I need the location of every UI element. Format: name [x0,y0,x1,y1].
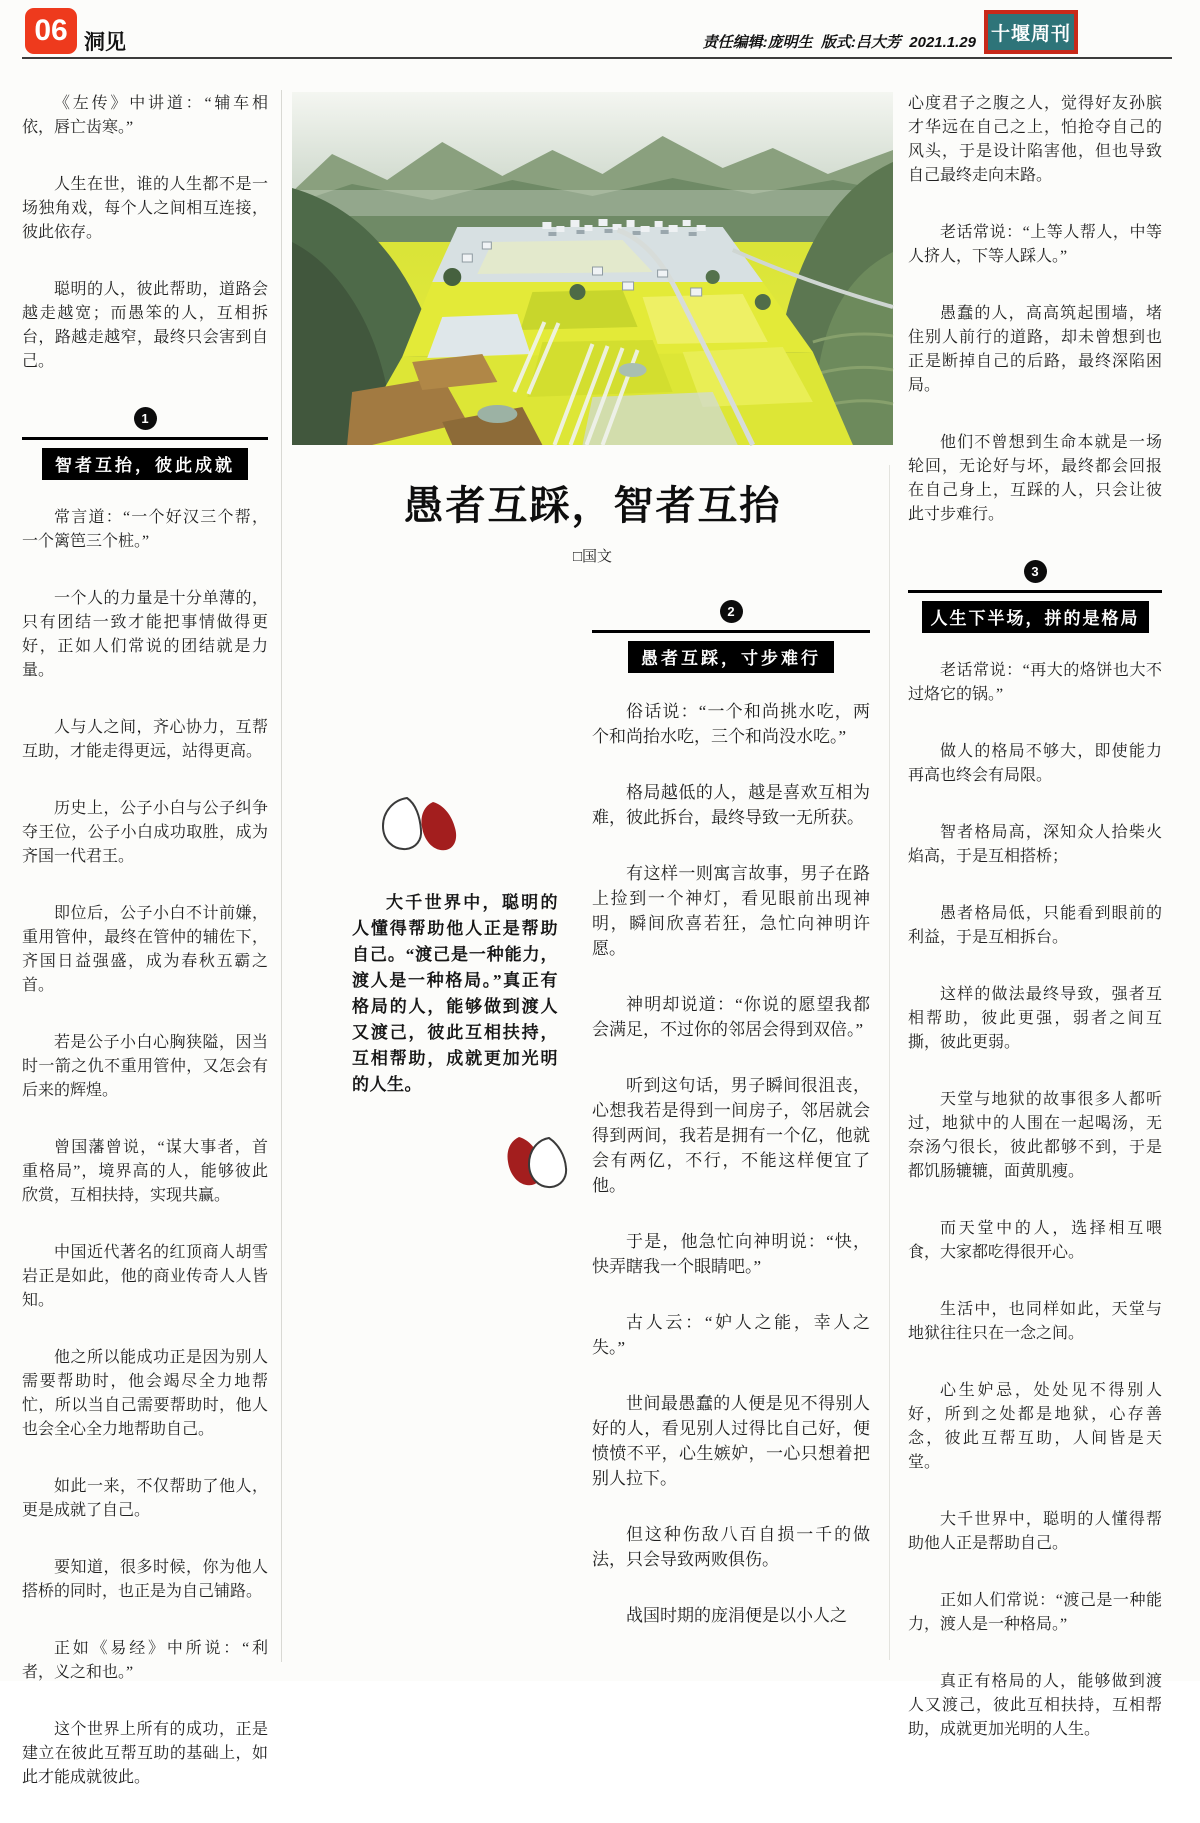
section-2-paragraphs [592,699,870,1628]
paragraph: 于是，他急忙向神明说：“快，快弄瞎我一个眼睛吧。” [592,1232,870,1276]
paragraph: 愚者格局低，只能看到眼前的利益，于是互相拆台。 [908,905,1162,946]
paragraph: 若是公子小白心胸狭隘，因当时一箭之仇不重用管仲，又怎会有后来的辉煌。 [22,1034,268,1099]
section-rule [592,630,870,633]
paragraph: 但这种伤敌八百自损一千的做法，只会导致两败俱伤。 [592,1525,870,1569]
paragraph: 聪明的人，彼此帮助，道路会越走越宽；而愚笨的人，互相拆台，路越走越窄，最终只会害到自己。 [22,281,268,370]
left-column [22,92,268,1823]
paragraph: 一个人的力量是十分单薄的，只有团结一致才能把事情做得更好，正如人们常说的团结就是力量。 [22,590,268,679]
paragraph: 世间最愚蠢的人便是见不得别人好的人，看见别人过得比自己好，便愤愤不平，心生嫉妒，一心只想着把别人拉下。 [592,1394,870,1488]
masthead-logo: 十堰周刊 [984,10,1078,54]
paragraph: 人与人之间，齐心协力，互帮互助，才能走得更远，站得更高。 [22,719,268,760]
pull-quote-text: 大千世界中，聪明的人懂得帮助他人正是帮助自己。“渡己是一种能力，渡人是一种格局。”真正有格局的人，能够做到渡人又渡己，彼此互相扶持，互相帮助，成就更加光明的人生。 [352,893,558,1094]
section-heading: 愚者互踩，寸步难行 [628,641,834,673]
paragraph: 真正有格局的人，能够做到渡人又渡己，彼此互相扶持，互相帮助，成就更加光明的人生。 [908,1673,1162,1738]
paragraph: 这个世界上所有的成功，正是建立在彼此互帮互助的基础上，如此才能成就彼此。 [22,1721,268,1786]
paragraph: 做人的格局不够大，即使能力再高也终会有局限。 [908,743,1162,784]
section-number-badge: 2 [720,600,743,623]
paragraph: 愚蠢的人，高高筑起围墙，堵住别人前行的道路，却未曾想到也正是断掉自己的后路，最终深陷困局。 [908,305,1162,394]
paragraph: 大千世界中，聪明的人懂得帮助他人正是帮助自己。 [908,1511,1162,1552]
section-rule [908,590,1162,593]
paragraph: 历史上，公子小白与公子纠争夺王位，公子小白成功取胜，成为齐国一代君王。 [22,800,268,865]
paragraph: 人生在世，谁的人生都不是一场独角戏，每个人之间相互连接，彼此依存。 [22,176,268,241]
paragraph: 要知道，很多时候，你为他人搭桥的同时，也正是为自己铺路。 [22,1559,268,1600]
aerial-rapeseed-fields-illustration [292,92,893,445]
section-number-badge: 3 [1024,560,1047,583]
open-quote-icon [380,795,558,858]
paragraph: 这样的做法最终导致，强者互相帮助，彼此更强，弱者之间互撕，彼此更弱。 [908,986,1162,1051]
intro-paragraphs [22,92,268,374]
section-1-paragraphs [22,506,268,1790]
editor-credit-line: 责任编辑:庞明生 版式:吕大芳 2021.1.29 [702,34,976,51]
right-column [908,92,1162,1775]
article-author: □国文 [572,549,613,565]
pull-quote [352,795,558,1197]
section-2-continued-paragraphs [908,221,1162,527]
header-rule [22,57,1172,59]
paragraph: 古人云：“妒人之能，幸人之失。” [592,1313,870,1357]
paragraph: 中国近代著名的红顶商人胡雪岩正是如此，他的商业传奇人人皆知。 [22,1244,268,1309]
paragraph: 天堂与地狱的故事很多人都听过，地狱中的人围在一起喝汤，无奈汤勺很长，彼此都够不到，于是都饥肠辘辘，面黄肌瘦。 [908,1091,1162,1180]
paragraph: 心生妒忌，处处见不得别人好，所到之处都是地狱，心存善念，彼此互帮互助，人间皆是天堂。 [908,1382,1162,1471]
paragraph: 正如人们常说：“渡己是一种能力，渡人是一种格局。” [908,1592,1162,1633]
section-marker-3 [908,560,1162,633]
section-heading: 人生下半场，拼的是格局 [922,601,1149,633]
paragraph: 《左传》中讲道：“辅车相依，唇亡齿寒。” [22,95,268,136]
article-photo [292,92,893,445]
paragraph: 他之所以能成功正是因为别人需要帮助时，他会竭尽全力地帮忙，所以当自己需要帮助时，他人也会全心全力地帮助自己。 [22,1349,268,1438]
page-number-badge: 06 [25,8,77,54]
paragraph: 他们不曾想到生命本就是一场轮回，无论好与坏，最终都会回报在自己身上，互踩的人，只会让彼此寸步难行。 [908,434,1162,523]
paragraph: 智者格局高，深知众人拾柴火焰高，于是互相搭桥； [908,824,1162,865]
continued-paragraph: 心度君子之腹之人，觉得好友孙膑才华远在自己之上，怕抢夺自己的风头，于是设计陷害他，但也导致自己最终走向末路。 [908,95,1162,184]
paragraph: 神明却说道：“你说的愿望我都会满足，不过你的邻居会得到双倍。” [592,995,870,1039]
article-title: 愚者互踩，智者互抬 [403,483,782,528]
paragraph: 生活中，也同样如此，天堂与地狱往往只在一念之间。 [908,1301,1162,1342]
paragraph: 即位后，公子小白不计前嫌，重用管仲，最终在管仲的辅佐下，齐国日益强盛，成为春秋五霸之首。 [22,905,268,994]
section-rule [22,437,268,440]
paragraph: 如此一来，不仅帮助了他人，更是成就了自己。 [22,1478,268,1519]
page-section-name: 洞见 [84,31,126,54]
paragraph: 老话常说：“上等人帮人，中等人挤人，下等人踩人。” [908,224,1162,265]
paragraph: 有这样一则寓言故事，男子在路上捡到一个神灯，看见眼前出现神明，瞬间欣喜若狂，急忙向神明许愿。 [592,864,870,958]
title-block [292,474,893,566]
column-divider-left [281,90,282,1662]
paragraph: 战国时期的庞涓便是以小人之 [626,1606,847,1625]
paragraph: 正如《易经》中所说：“利者，义之和也。” [22,1640,268,1681]
close-quote-icon [494,1134,558,1197]
section-number-badge: 1 [134,407,157,430]
section-marker-2 [592,600,870,673]
paragraph: 常言道：“一个好汉三个帮，一个篱笆三个桩。” [22,509,268,550]
paragraph: 老话常说：“再大的烙饼也大不过烙它的锅。” [908,662,1162,703]
paragraph: 俗话说：“一个和尚挑水吃，两个和尚抬水吃，三个和尚没水吃。” [592,702,870,746]
paragraph: 格局越低的人，越是喜欢互相为难，彼此拆台，最终导致一无所获。 [592,783,870,827]
section-marker-1 [22,407,268,480]
column-divider-right [889,465,890,1660]
paragraph: 听到这句话，男子瞬间很沮丧，心想我若是得到一间房子，邻居就会得到两间，我若是拥有一个亿，他就会有两亿，不行，不能这样便宜了他。 [592,1076,870,1195]
section-heading: 智者互抬，彼此成就 [42,448,248,480]
paragraph: 而天堂中的人，选择相互喂食，大家都吃得很开心。 [908,1220,1162,1261]
middle-column [592,598,870,1659]
section-3-paragraphs [908,659,1162,1742]
paragraph: 曾国藩曾说，“谋大事者，首重格局”，境界高的人，能够彼此欣赏，互相扶持，实现共赢。 [22,1139,268,1204]
